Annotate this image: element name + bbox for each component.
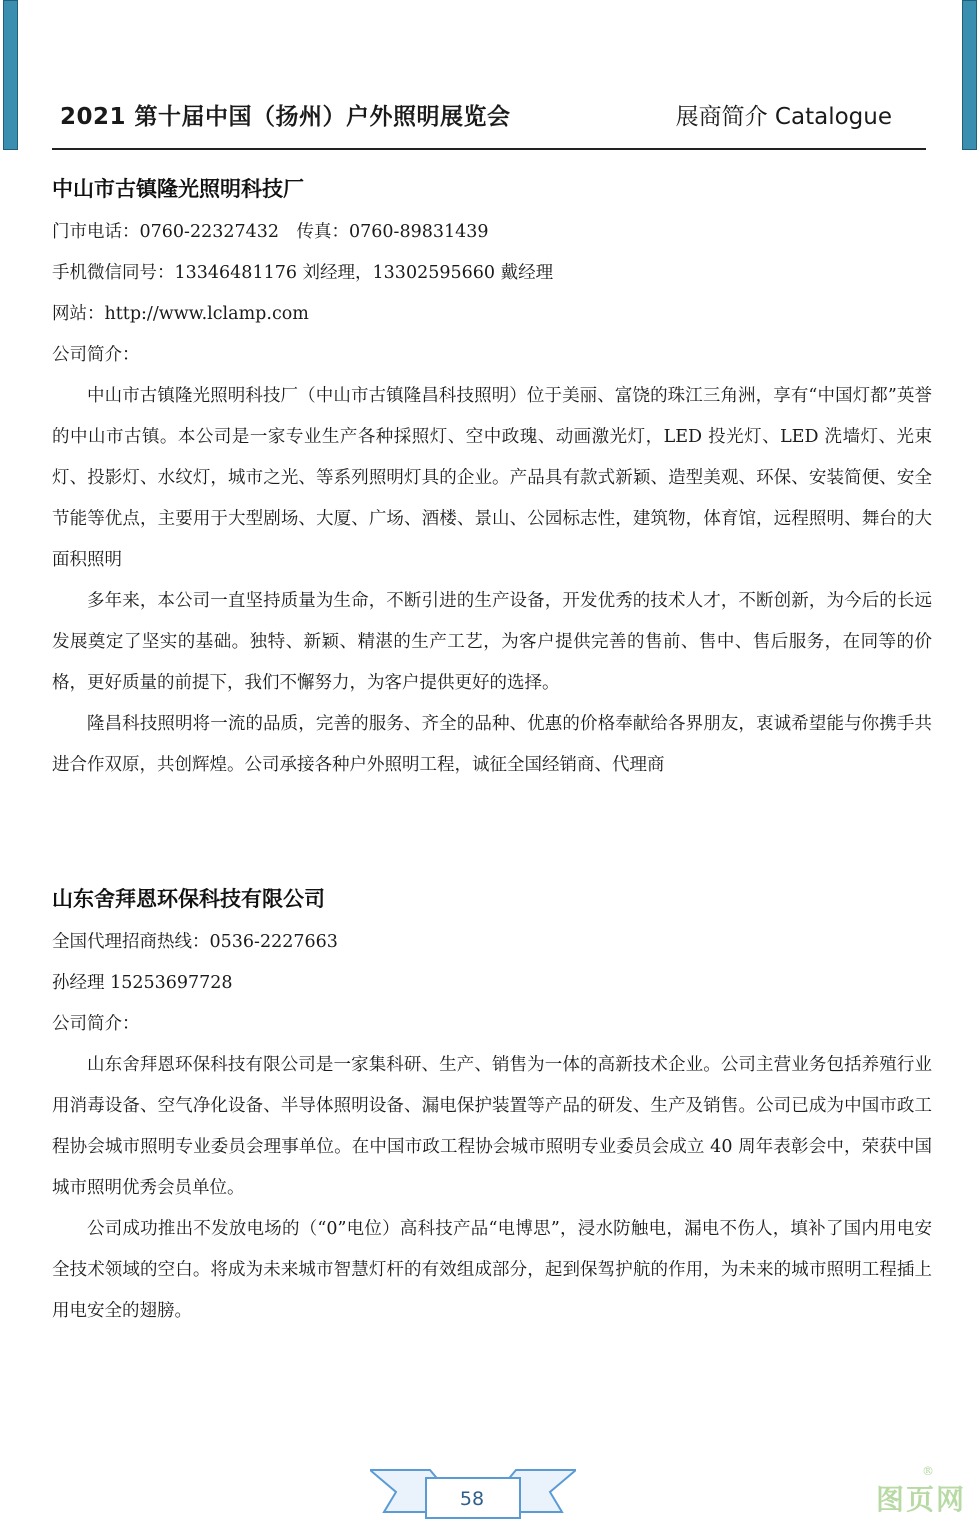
company-entry-zhongshan (52, 166, 932, 786)
intro-paragraph: 公司成功推出不发放电场的（“0”电位）高科技产品“电博思”，浸水防触电，漏电不伤人，填补了国内用电安全技术领域的空白。将成为未来城市智慧灯杆的有效组成部分，起到保驾护航的作用，为未来的城市照明工程插上用电安全的翅膀。 (52, 1219, 932, 1321)
company-name: 山东舍拜恩环保科技有限公司 (52, 887, 325, 911)
company-name: 中山市古镇隆光照明科技厂 (52, 177, 304, 201)
mobile-wechat-line: 手机微信同号：13346481176 刘经理，13302595660 戴经理 (52, 263, 554, 283)
intro-paragraph: 多年来，本公司一直坚持质量为生命，不断引进的生产设备，开发优秀的技术人才，不断创新，为今后的长远发展奠定了坚实的基础。独特、新颖、精湛的生产工艺，为客户提供完善的售前、售中、售后服务，在同等的价格，更好质量的前提下，我们不懈努力，为客户提供更好的选择。 (52, 591, 932, 693)
intro-label: 公司简介： (52, 345, 140, 365)
page-content (52, 166, 932, 1332)
registered-mark-icon: ® (922, 1464, 934, 1478)
intro-paragraph: 隆昌科技照明将一流的品质，完善的服务、齐全的品种、优惠的价格奉献给各界朋友，衷诚希望能与你携手共进合作双原，共创辉煌。公司承接各种户外照明工程，诚征全国经销商、代理商 (52, 714, 932, 775)
page-header (52, 94, 924, 136)
exhibition-title: 2021 第十届中国（扬州）户外照明展览会 (60, 104, 511, 130)
hotline-line: 全国代理招商热线：0536-2227663 (52, 932, 338, 952)
watermark: 图页网 (875, 1483, 966, 1516)
intro-paragraph: 山东舍拜恩环保科技有限公司是一家集科研、生产、销售为一体的高新技术企业。公司主营业务包括养殖行业用消毒设备、空气净化设备、半导体照明设备、漏电保护装置等产品的研发、生产及销售。公司已成为中国市政工程协会城市照明专业委员会理事单位。在中国市政工程协会城市照明专业委员会成立 40 周年表彰会中，荣获中国城市照明优秀会员单位。 (52, 1055, 932, 1198)
phone-fax-line: 门市电话：0760-22327432 传真：0760-89831439 (52, 222, 489, 242)
company-entry-shandong (52, 876, 932, 1332)
page-number: 58 (459, 1488, 485, 1510)
header-divider (52, 148, 926, 150)
left-edge-bar (3, 0, 18, 150)
intro-label: 公司简介： (52, 1014, 140, 1034)
section-spacer (52, 786, 932, 876)
intro-paragraph: 中山市古镇隆光照明科技厂（中山市古镇隆昌科技照明）位于美丽、富饶的珠江三角洲，享有“中国灯都”英誉的中山市古镇。本公司是一家专业生产各种採照灯、空中政瑰、动画激光灯，LED 投光灯、LED 洗墙灯、光束灯、投影灯、水纹灯，城市之光、等系列照明灯具的企业。产品具有款式新颖、造型美观、环保、安装简便、安全节能等优点，主要用于大型剧场、大厦、广场、酒楼、景山、公园标志性，建筑物，体育馆，远程照明、舞台的大面积照明 (52, 386, 932, 570)
right-edge-bar (962, 0, 977, 150)
page-footer (0, 1462, 980, 1523)
website-line: 网站：http://www.lclamp.com (52, 304, 309, 324)
contact-line: 孙经理 15253697728 (52, 973, 233, 993)
section-title: 展商简介 Catalogue (675, 104, 892, 130)
